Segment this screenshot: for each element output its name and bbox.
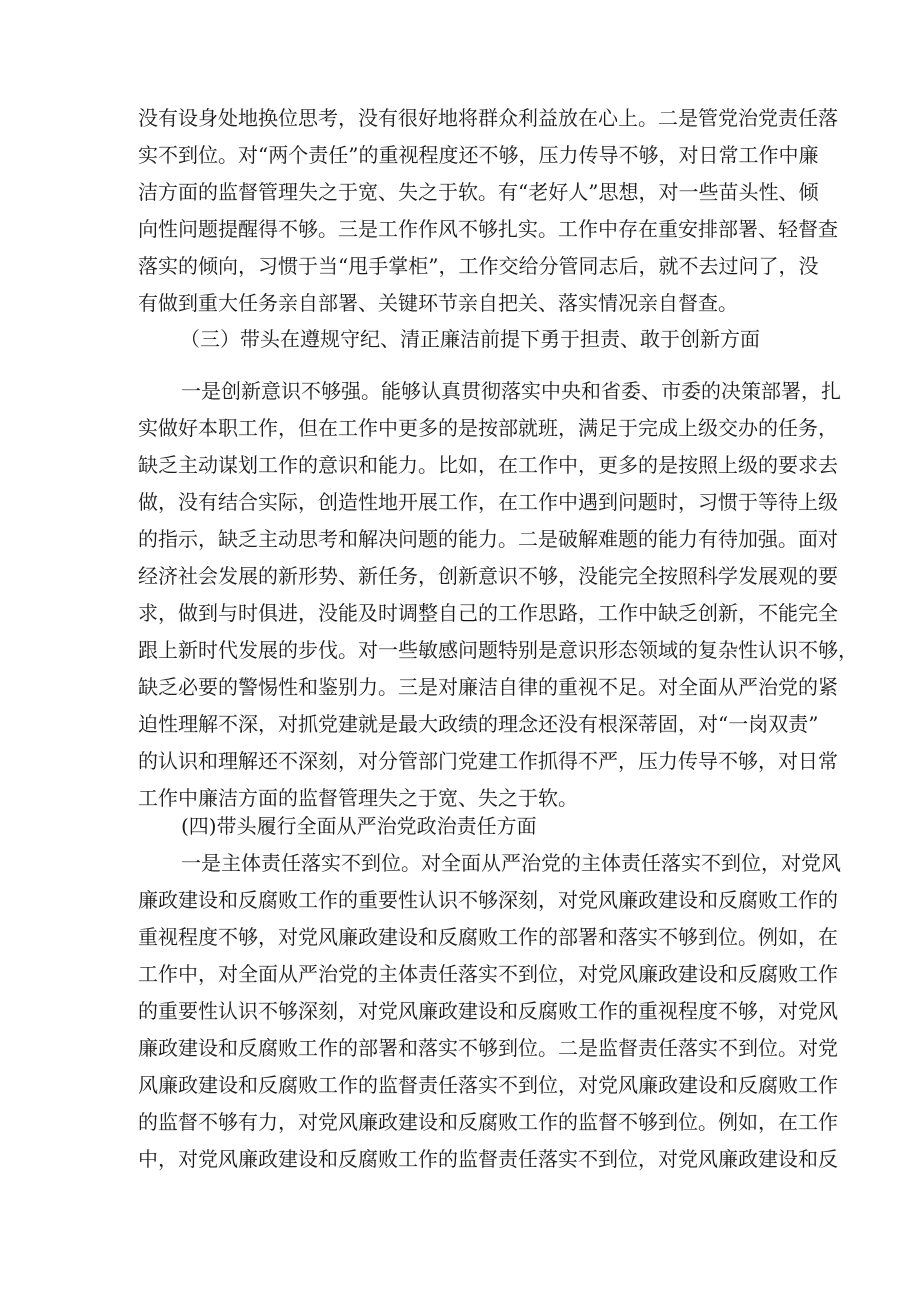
text-line: 工作中廉洁方面的监督管理失之于宽、失之于软。 <box>138 786 578 810</box>
text-line: 廉政建设和反腐败工作的部署和落实不够到位。二是监督责任落实不到位。对党 <box>138 1036 838 1060</box>
text-line: 做，没有结合实际，创造性地开展工作，在工作中遇到问题时，习惯于等待上级 <box>138 490 838 514</box>
text-line: 的监督不够有力，对党风廉政建设和反腐败工作的监督不够到位。例如，在工作 <box>138 1110 838 1134</box>
text-line: 一是主体责任落实不到位。对全面从严治党的主体责任落实不到位，对党风 <box>181 851 841 875</box>
text-line: 工作中，对全面从严治党的主体责任落实不到位，对党风廉政建设和反腐败工作 <box>138 962 838 986</box>
text-line: 迫性理解不深，对抓党建就是最大政绩的理念还没有根深蒂固，对“一岗双责” <box>138 712 819 736</box>
section-heading-4: (四)带头履行全面从严治党政治责任方面 <box>181 814 537 838</box>
paragraph-section-3 <box>138 373 858 817</box>
paragraph-section-4 <box>138 845 841 1178</box>
text-line: 廉政建设和反腐败工作的重要性认识不够深刻，对党风廉政建设和反腐败工作的 <box>138 888 838 912</box>
text-line: 求，做到与时俱进，没能及时调整自己的工作思路，工作中缺乏创新，不能完全 <box>138 601 838 625</box>
text-line: 跟上新时代发展的步伐。对一些敏感问题特别是意识形态领域的复杂性认识不够， <box>138 638 858 662</box>
text-line: 风廉政建设和反腐败工作的监督责任落实不到位，对党风廉政建设和反腐败工作 <box>138 1073 838 1097</box>
section-heading-3: （三）带头在遵规守纪、清正廉洁前提下勇于担责、敢于创新方面 <box>180 327 760 351</box>
text-line: 一是创新意识不够强。能够认真贯彻落实中央和省委、市委的决策部署，扎 <box>181 379 841 403</box>
text-line: 中，对党风廉政建设和反腐败工作的监督责任落实不到位，对党风廉政建设和反 <box>138 1147 838 1171</box>
paragraph-intro-tail <box>138 100 838 322</box>
text-line: 的重要性认识不够深刻，对党风廉政建设和反腐败工作的重视程度不够，对党风 <box>138 999 838 1023</box>
text-line: 没有设身处地换位思考，没有很好地将群众利益放在心上。二是管党治党责任落 <box>138 106 838 130</box>
text-line: 的认识和理解还不深刻，对分管部门党建工作抓得不严，压力传导不够，对日常 <box>138 749 838 773</box>
text-line: 向性问题提醒得不够。三是工作作风不够扎实。工作中存在重安排部署、轻督查 <box>138 217 838 241</box>
text-line: 缺乏主动谋划工作的意识和能力。比如，在工作中，更多的是按照上级的要求去 <box>138 453 838 477</box>
text-line: 重视程度不够，对党风廉政建设和反腐败工作的部署和落实不够到位。例如，在 <box>138 925 838 949</box>
text-line: 洁方面的监督管理失之于宽、失之于软。有“老好人”思想，对一些苗头性、倾 <box>138 180 819 204</box>
text-line: 缺乏必要的警惕性和鉴别力。三是对廉洁自律的重视不足。对全面从严治党的紧 <box>138 675 838 699</box>
text-line: 实不到位。对“两个责任”的重视程度还不够，压力传导不够，对日常工作中廉 <box>138 143 819 167</box>
text-line: 有做到重大任务亲自部署、关键环节亲自把关、落实情况亲自督查。 <box>138 291 738 315</box>
text-line: 实做好本职工作，但在工作中更多的是按部就班，满足于完成上级交办的任务， <box>138 416 838 440</box>
text-line: 经济社会发展的新形势、新任务，创新意识不够，没能完全按照科学发展观的要 <box>138 564 838 588</box>
text-line: 落实的倾向，习惯于当“甩手掌柜”，工作交给分管同志后，就不去过问了，没 <box>138 254 819 278</box>
text-line: 的指示，缺乏主动思考和解决问题的能力。二是破解难题的能力有待加强。面对 <box>138 527 838 551</box>
